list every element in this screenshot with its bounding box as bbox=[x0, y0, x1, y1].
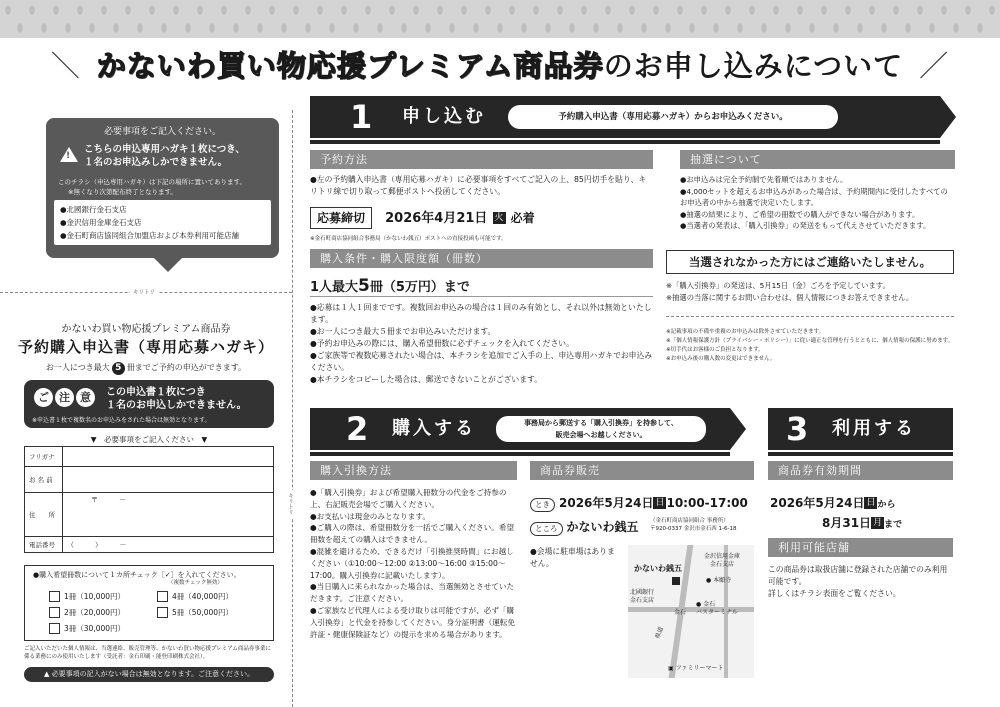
step2-banner bbox=[310, 408, 730, 450]
name-field[interactable] bbox=[63, 467, 274, 493]
locations-list bbox=[54, 200, 271, 245]
map-bank2-branch: 金石支店 bbox=[710, 561, 735, 568]
parking-note: ●会場に駐車場はありません。 bbox=[530, 547, 615, 568]
note-line2: ※無くなり次第配布終了となります。 bbox=[68, 188, 177, 196]
tenpo-line2: 詳しくはチラシ表面をご覧ください。 bbox=[768, 589, 901, 598]
deadline-note: ※金石町商店協同組合事務局（かないわ銭五）ポストへの直接投函も可能です。 bbox=[310, 236, 507, 242]
location-item: ●金沢信用金庫金石支店 bbox=[60, 218, 142, 227]
jouken-list bbox=[310, 302, 653, 386]
option-label: 3冊（30,000円） bbox=[64, 624, 126, 633]
kigen-from-date: 2026年5月24日 bbox=[770, 496, 865, 510]
phone-label: 電話番号 bbox=[25, 537, 63, 553]
jouken-item: ●予約お申込みの際には、購入希望冊数に必ずチェックを入れてください。 bbox=[310, 339, 574, 348]
jouken-item: ●ご家族等で複数応募されたい場合は、本チラシを追加でご入手の上、申込専用ハガキでお申込みください。 bbox=[310, 351, 653, 372]
cut-label: キリトリ bbox=[130, 288, 158, 296]
checkbox[interactable] bbox=[49, 623, 60, 634]
map-temple: ● 本願寺 bbox=[706, 577, 732, 584]
max-pre: 1人最大 bbox=[310, 280, 359, 295]
toki-tag: とき bbox=[530, 498, 555, 512]
kigen-to-day: 月 bbox=[873, 517, 883, 528]
jouken-item: ●応募は１人１回までです。複数回お申込みの場合は１回のみ有効とし、それ以外は無効といたします。 bbox=[310, 303, 652, 324]
chusen-item: ●当選者の発表は、「購入引換券」の発送をもって代えさせていただきます。 bbox=[680, 221, 931, 230]
option-label: 4冊（40,000円） bbox=[172, 592, 234, 601]
limit-pre: お一人につき最大 bbox=[45, 363, 110, 372]
option-1[interactable] bbox=[49, 591, 157, 602]
map-station-label: 金石 bbox=[674, 609, 687, 616]
chusen-bar: 抽選について bbox=[680, 150, 955, 169]
tenpo-bar: 利用可能店舗 bbox=[768, 538, 953, 557]
page-title bbox=[30, 44, 970, 94]
map-bank2 bbox=[704, 553, 740, 569]
check-title: ●購入希望冊数について１カ所チェック［✓］を入れてください。 bbox=[33, 571, 241, 579]
map-bank1-name: 北國銀行 bbox=[630, 589, 655, 596]
attention-char: 意 bbox=[76, 388, 95, 407]
pill-line1: 事務局から郵送する「購入引換券」を持参して、 bbox=[524, 419, 678, 427]
map-bus-terminal: バスターミナル bbox=[696, 609, 738, 616]
step1-number: 1 bbox=[350, 98, 373, 136]
map-venue-label: かないわ銭五 bbox=[634, 564, 682, 573]
furigana-label: フリガナ bbox=[25, 447, 63, 467]
checkbox[interactable] bbox=[157, 607, 168, 618]
name-label: お 名 前 bbox=[25, 467, 63, 493]
step3-number: 3 bbox=[786, 410, 809, 448]
hikikae-item: ●混雑を避けるため、できるだけ「引換推奨時間」にお越しください（①10:00～12:00 ②13:00～16:00 ③15:00～17:00。購入引換券に記載いたします）。 bbox=[310, 546, 514, 580]
postal-mark: 〒 － bbox=[91, 496, 126, 504]
phone-field[interactable] bbox=[63, 537, 274, 553]
chusen-note: ※抽選の当落に関するお問い合わせは、個人情報につきお答えできません。 bbox=[666, 293, 914, 302]
warning-icon: ! bbox=[60, 147, 78, 162]
small-notes bbox=[666, 328, 954, 364]
bubble-header: 必要事項をご記入ください。 bbox=[103, 127, 221, 137]
note-line1: このチラシ（申込専用ハガキ）は下記の場所に置いてあります。 bbox=[58, 178, 246, 186]
title-slash-right: ／ bbox=[919, 49, 950, 83]
hanbai-bar: 商品券販売 bbox=[530, 461, 754, 480]
hikikae-item: ●ご購入の際は、希望冊数分を一括でご購入ください。希望冊数を超えての購入はできません。 bbox=[310, 523, 515, 545]
small-note: ※お申込み後の購入数の変更はできません。 bbox=[666, 356, 776, 362]
deadline-day: 火 bbox=[494, 212, 504, 223]
attention-char: ご bbox=[34, 388, 53, 407]
limit-num: 5 bbox=[112, 362, 125, 375]
phone-format: （ ） － bbox=[67, 540, 127, 549]
kigen-from bbox=[770, 492, 895, 511]
tokoro-tag: ところ bbox=[530, 522, 563, 536]
checkbox[interactable] bbox=[49, 607, 60, 618]
tokoro-place: かないわ銭五 bbox=[566, 520, 639, 534]
venue-map bbox=[628, 545, 754, 678]
info-bubble bbox=[46, 118, 279, 258]
tokoro-addr: 〒920-0337 金沢市金石西 1-6-18 bbox=[650, 526, 737, 532]
step2-heading: 購入する bbox=[392, 418, 476, 439]
warning-line2: １名のお申込みしかできません。 bbox=[84, 157, 228, 168]
option-5[interactable] bbox=[157, 607, 265, 618]
divider bbox=[310, 296, 653, 297]
chusen-item: ●抽選の結果により、ご希望の冊数での購入ができない場合があります。 bbox=[680, 209, 920, 219]
chusen-notes bbox=[666, 280, 954, 304]
toki-day: 日 bbox=[655, 497, 665, 508]
hikikae-bar: 購入引換方法 bbox=[310, 461, 517, 480]
step1-pill: 予約購入申込書（専用応募ハガキ）からお申込みください。 bbox=[508, 105, 838, 129]
map-bus: ● 金石 バスターミナル bbox=[696, 601, 738, 616]
step1-arrow bbox=[940, 96, 956, 138]
cut-label-vertical: キリトリ bbox=[286, 490, 294, 518]
attention-chars bbox=[34, 388, 95, 407]
chusen-item: ●お申込みは完全予約制で先着順ではありません。 bbox=[680, 175, 848, 184]
map-bank1-branch: 金石支店 bbox=[630, 597, 655, 604]
limit-post: 冊までご予約の申込ができます。 bbox=[126, 363, 247, 372]
step3-heading: 利用する bbox=[832, 418, 916, 439]
checkbox[interactable] bbox=[157, 591, 168, 602]
toki-time: 10:00-17:00 bbox=[666, 496, 748, 510]
step2-number: 2 bbox=[346, 410, 369, 448]
deadline-must: 必着 bbox=[510, 211, 535, 225]
warning-line1: こちらの申込専用ハガキ１枚につき、 bbox=[84, 144, 245, 155]
jouken-item: ●本チラシをコピーした場合は、郵送できないことがございます。 bbox=[310, 375, 542, 384]
pill-line2: 販売会場へお越しください。 bbox=[555, 431, 647, 439]
yoyaku-text: ●左の予約購入申込書（専用応募ハガキ）に必要事項をすべてご記入の上、85円切手を貼り、キリトリ線で切り取って郵便ポストへ投函してください。 bbox=[310, 175, 647, 196]
bubble-note bbox=[54, 177, 271, 197]
option-label: 2冊（20,000円） bbox=[64, 608, 126, 617]
map-bank2-name: 金沢信用金庫 bbox=[704, 553, 741, 560]
deadline-label: 応募締切 bbox=[310, 207, 372, 229]
map-bank1 bbox=[630, 589, 654, 605]
form-limit bbox=[0, 362, 292, 375]
map-shop-label: ファミリーマート bbox=[675, 665, 724, 672]
header-pattern bbox=[0, 0, 1000, 38]
no-contact-notice: 当選されなかった方にはご連絡いたしません。 bbox=[666, 250, 954, 274]
address-field[interactable] bbox=[63, 493, 274, 537]
option-4[interactable] bbox=[157, 591, 265, 602]
attention-sub: ※申込書１枚で複数名のお申込みをされた場合は無効となります。 bbox=[32, 417, 211, 424]
toki-date: 2026年5月24日 bbox=[559, 496, 654, 510]
kigen-bar: 商品券有効期間 bbox=[768, 461, 953, 480]
kigen-to-date: 8月31日 bbox=[822, 516, 872, 530]
step2-underline bbox=[310, 452, 730, 456]
option-3[interactable] bbox=[49, 623, 157, 634]
check-sub: （複数チェック無効） bbox=[168, 580, 223, 586]
form-table bbox=[24, 446, 274, 553]
attention-text bbox=[106, 386, 247, 412]
kigen-from-suffix: から bbox=[877, 500, 896, 510]
small-note: ※「個人情報保護方針（プライバシー・ポリシー）」に従い適正な管理を行うとともに、個人情報の保護に努めます。 bbox=[666, 338, 954, 344]
step1-banner bbox=[310, 96, 940, 138]
hikikae-item: ●お支払いは現金のみとなります。 bbox=[310, 511, 430, 521]
cut-line-vertical bbox=[292, 110, 293, 707]
attention-line1: この申込書１枚につき bbox=[106, 387, 206, 398]
map-road-label: 県道 bbox=[654, 625, 665, 640]
toki-row bbox=[530, 492, 754, 512]
furigana-field[interactable] bbox=[63, 447, 274, 467]
footer-warning-text: 必要事項の記入がない場合は無効となります。ご注意ください。 bbox=[51, 670, 255, 678]
need-label: ▼ 必要事項をご記入ください ▼ bbox=[90, 435, 208, 444]
option-label: 5冊（50,000円） bbox=[172, 608, 234, 617]
chusen-note: ※「購入引換券」の発送は、5月15日（金）ごろを予定しています。 bbox=[666, 281, 890, 290]
kigen-from-day: 日 bbox=[866, 497, 876, 508]
jouken-item: ●お一人につき最大５冊までお申込みいただけます。 bbox=[310, 327, 496, 336]
step2-arrow bbox=[730, 408, 746, 450]
step2-pill bbox=[496, 416, 706, 442]
jouken-bar: 購入条件・購入限度額（冊数） bbox=[310, 249, 653, 268]
attention-box bbox=[24, 380, 274, 428]
step3-underline bbox=[768, 452, 953, 456]
step3-banner bbox=[768, 408, 953, 450]
divider bbox=[666, 316, 954, 317]
map-temple-label: 本願寺 bbox=[713, 577, 732, 584]
location-item: ●金石町商店協同組合加盟店および本券利用可能店舗 bbox=[60, 231, 240, 240]
warning-icon: ▲ bbox=[43, 670, 52, 678]
form-title: 予約購入申込書（専用応募ハガキ） bbox=[17, 338, 274, 356]
max-post: 冊（5万円）まで bbox=[369, 280, 470, 295]
form-subtitle: かないわ買い物応援プレミアム商品券 bbox=[61, 324, 231, 335]
checkbox[interactable] bbox=[49, 591, 60, 602]
tokoro-org: （金石町商店協同組合 事務所） bbox=[650, 518, 729, 524]
location-item: ●北國銀行金石支店 bbox=[60, 205, 127, 214]
bubble-warning bbox=[54, 141, 271, 171]
tenpo-text bbox=[768, 564, 953, 600]
step1-heading: 申し込む bbox=[402, 106, 486, 127]
title-rest: のお申し込みについて bbox=[603, 49, 904, 83]
deadline-row bbox=[310, 207, 653, 229]
deadline-date: 2026年4月21日 bbox=[385, 211, 488, 226]
kigen-to bbox=[822, 512, 902, 531]
tenpo-line1: この商品券は取扱店舗に登録された店舗でのみ利用可能です。 bbox=[768, 565, 948, 586]
hikikae-item: ●当日購入に来られなかった場合は、当選無効とさせていただきます。ご注意ください。 bbox=[310, 582, 515, 604]
attention-line2: １名のお申込しかできません。 bbox=[106, 400, 247, 411]
quantity-check-box bbox=[24, 565, 274, 641]
max-num: 5 bbox=[358, 276, 370, 296]
address-label: 住 所 bbox=[25, 493, 63, 537]
attention-char: 注 bbox=[55, 388, 74, 407]
hikikae-item: ●「購入引換券」および希望購入冊数分の代金をご持参の上、右記販売会場でご購入ください。 bbox=[310, 488, 507, 509]
kigen-to-suffix: まで bbox=[884, 520, 903, 530]
map-bus-label: 金石 bbox=[703, 601, 716, 608]
small-note: ※記載事項の不備や重複のお申込みは除外させていただきます。 bbox=[666, 329, 825, 335]
title-outlined: かないわ買い物応援プレミアム商品券 bbox=[96, 49, 604, 83]
option-label: 1冊（10,000円） bbox=[64, 592, 126, 601]
step1-underline bbox=[310, 140, 940, 144]
chusen-list bbox=[680, 174, 955, 232]
privacy-note: ご記入いただいた個人情報は、当選連絡、販売管理等、かないわ買い物応援プレミアム商品券事業に係る業務にのみ使用いたします（受託者：金石印刷・能登印刷株式会社）。 bbox=[24, 646, 271, 660]
hikikae-list bbox=[310, 487, 517, 640]
quantity-options bbox=[33, 591, 265, 634]
small-note: ※切手代はお客様のご負担となります。 bbox=[666, 347, 764, 353]
yoyaku-bar: 予約方法 bbox=[310, 150, 653, 169]
footer-warning bbox=[24, 667, 274, 682]
tokoro-detail bbox=[650, 517, 755, 533]
max-row bbox=[310, 276, 470, 296]
hikikae-item: ●ご家族など代理人による受け取りは可能ですが、必ず「購入引換券」と代金を持参してください。身分証明書（運転免許証・健康保険証など）の提示を求める場合があります。 bbox=[310, 605, 516, 639]
chusen-item: ●4,000セットを超えるお申込みがあった場合は、予約期間内に受付したすべてのお申込者の中から抽選で決定いたします。 bbox=[680, 186, 948, 207]
map-shop: ▣ ファミリーマート bbox=[668, 665, 724, 672]
option-2[interactable] bbox=[49, 607, 157, 618]
map-venue-marker bbox=[672, 577, 680, 585]
title-slash-left: ＼ bbox=[50, 49, 81, 83]
